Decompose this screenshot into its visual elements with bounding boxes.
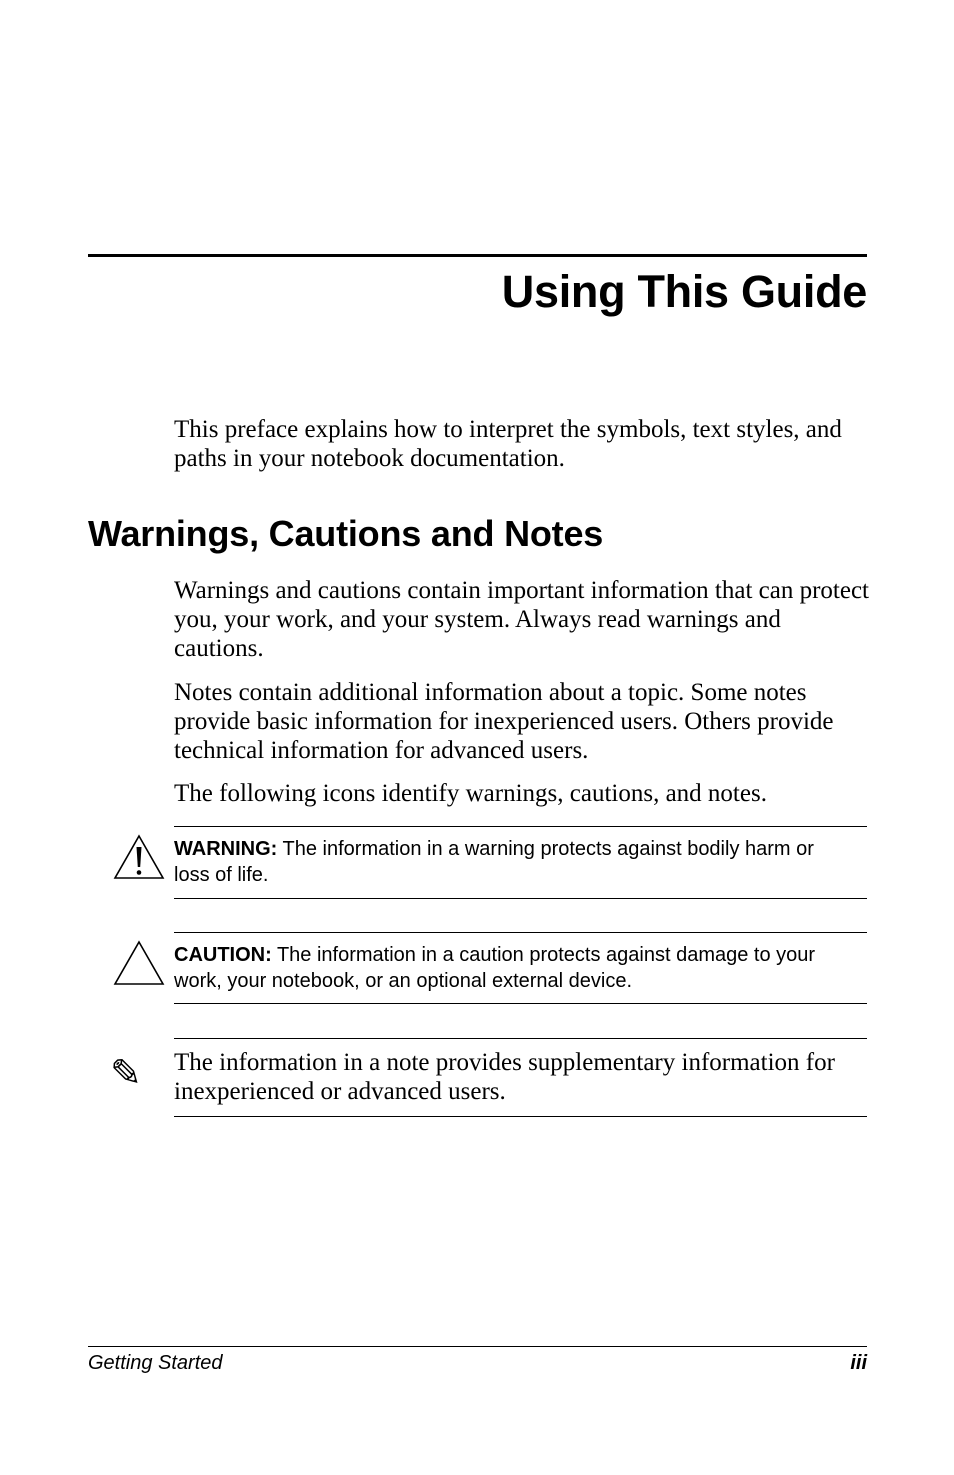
chapter-title-rule bbox=[88, 254, 867, 257]
warning-top-rule bbox=[174, 826, 867, 827]
footer-rule bbox=[88, 1346, 867, 1347]
warning-text: The information in a warning protects against bodily harm or loss of life. bbox=[174, 838, 814, 886]
caution-triangle-icon bbox=[113, 940, 165, 986]
caution-bottom-rule bbox=[174, 1003, 867, 1004]
caution-notice bbox=[174, 942, 854, 994]
warning-triangle-icon bbox=[113, 834, 165, 880]
section-heading: Warnings, Cautions and Notes bbox=[88, 513, 604, 554]
warning-notice bbox=[174, 836, 854, 888]
paragraph-icons-intro: The following icons identify warnings, cautions, and notes. bbox=[174, 780, 767, 807]
page-number: iii bbox=[850, 1352, 867, 1374]
pencil-icon: ✎ bbox=[110, 1051, 142, 1095]
caution-label: CAUTION: bbox=[174, 944, 272, 966]
note-top-rule bbox=[174, 1038, 867, 1039]
chapter-title: Using This Guide bbox=[501, 266, 867, 317]
caution-text: The information in a caution protects against damage to your work, your notebook, or an optional external device. bbox=[174, 944, 816, 992]
note-text: The information in a note provides supplementary information for inexperienced or advanced users. bbox=[174, 1049, 835, 1105]
intro-paragraph: This preface explains how to interpret the symbols, text styles, and paths in your notebook documentation. bbox=[174, 416, 842, 472]
warning-label: WARNING: bbox=[174, 838, 278, 860]
paragraph-notes: Notes contain additional information about a topic. Some notes provide basic information for inexperienced users. Others provide technical information for advanced users. bbox=[174, 679, 834, 764]
caution-top-rule bbox=[174, 932, 867, 933]
paragraph-warnings-cautions: Warnings and cautions contain important information that can protect you, your work, and your system. Always read warnings and cautions. bbox=[174, 577, 870, 662]
note-bottom-rule bbox=[174, 1116, 867, 1117]
footer-title: Getting Started bbox=[88, 1352, 223, 1374]
warning-bottom-rule bbox=[174, 898, 867, 899]
